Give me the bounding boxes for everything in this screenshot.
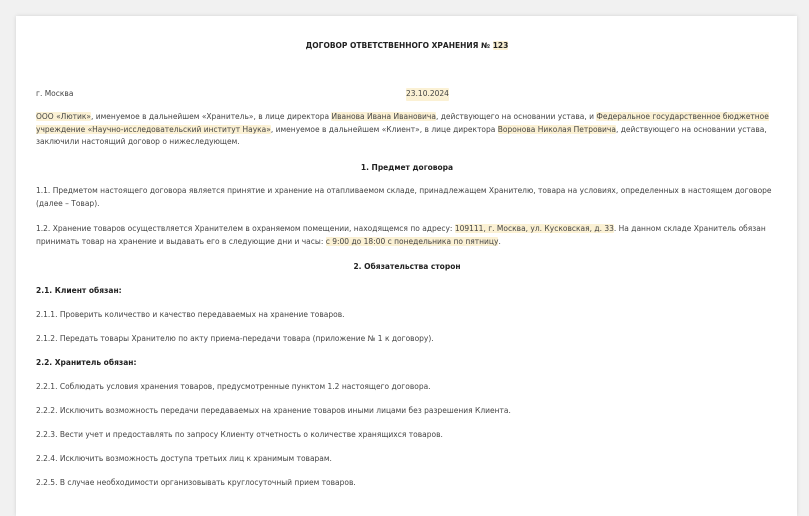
document-title (36, 40, 778, 53)
clause-2-1-2: 2.1.2. Передать товары Хранителю по акту приема-передачи товара (приложение № 1 к договору). (36, 334, 434, 343)
warehouse-address[interactable]: 109111, г. Москва, ул. Кусковская, д. 33 (454, 224, 614, 233)
title-prefix: ДОГОВОР ОТВЕТСТВЕННОГО ХРАНЕНИЯ № (305, 41, 491, 50)
city: г. Москва (36, 89, 74, 98)
subsection-2-1: 2.1. Клиент обязан: (36, 286, 122, 295)
working-hours[interactable]: с 9:00 до 18:00 с понедельника по пятницу (325, 236, 499, 246)
clause-2-1-1: 2.1.1. Проверить количество и качество передаваемых на хранение товаров. (36, 310, 345, 319)
executor-name[interactable]: ООО «Лютик» (36, 112, 91, 121)
subsection-2-2: 2.2. Хранитель обязан: (36, 358, 137, 367)
clause-2-2-3: 2.2.3. Вести учет и предоставлять по запросу Клиенту отчетность о количестве хранящихся товаров. (36, 430, 443, 439)
executor-director[interactable]: Иванова Ивана Ивановича (331, 112, 436, 121)
clause-2-2-5: 2.2.5. В случае необходимости организовывать круглосуточный прием товаров. (36, 478, 356, 487)
clause-text: . (498, 236, 501, 246)
intro-text: , именуемое в дальнейшем «Хранитель», в лице директора (91, 112, 332, 121)
clause-2-2-4: 2.2.4. Исключить возможность доступа третьих лиц к хранимым товарам. (36, 454, 332, 463)
clause-2-2-2: 2.2.2. Исключить возможность передачи передаваемых на хранение товаров иными лицами без разрешения Клиента. (36, 406, 511, 415)
section-2-heading: 2. Обязательства сторон (353, 262, 461, 271)
client-name[interactable]: Федеральное государственное бюджетное учреждение «Научно-исследовательский институт Наука» (36, 112, 769, 134)
clause-1-1: 1.1. Предметом настоящего договора является принятие и хранение на отапливаемом складе, принадлежащем Хранителю, товара на условиях, определенных в настоящем договоре (далее – Товар). (36, 186, 772, 208)
intro-text: , именуемое в дальнейшем «Клиент», в лице директора (270, 124, 498, 134)
intro-text: , действующего на основании устава, и (435, 112, 597, 121)
contract-date[interactable]: 23.10.2024 (406, 88, 449, 101)
intro-paragraph (36, 111, 778, 149)
intro-text: , действующего на основании устава, заключили настоящий договор о нижеследующем. (36, 124, 767, 146)
client-director[interactable]: Воронова Николая Петровича (497, 124, 616, 134)
clause-text: 1.2. Хранение товаров осуществляется Хранителем в охраняемом помещении, находящемся по адресу: (36, 224, 455, 233)
clause-2-2-1: 2.2.1. Соблюдать условия хранения товаров, предусмотренные пунктом 1.2 настоящего договора. (36, 382, 431, 391)
clause-text: . На данном складе Хранитель обязан принимать товар на хранение и выдавать его в следующие дни и часы: (36, 224, 766, 246)
contract-number[interactable]: 123 (492, 41, 509, 50)
document-page (16, 16, 797, 516)
clause-1-2 (36, 223, 778, 248)
section-1-heading: 1. Предмет договора (360, 163, 454, 172)
